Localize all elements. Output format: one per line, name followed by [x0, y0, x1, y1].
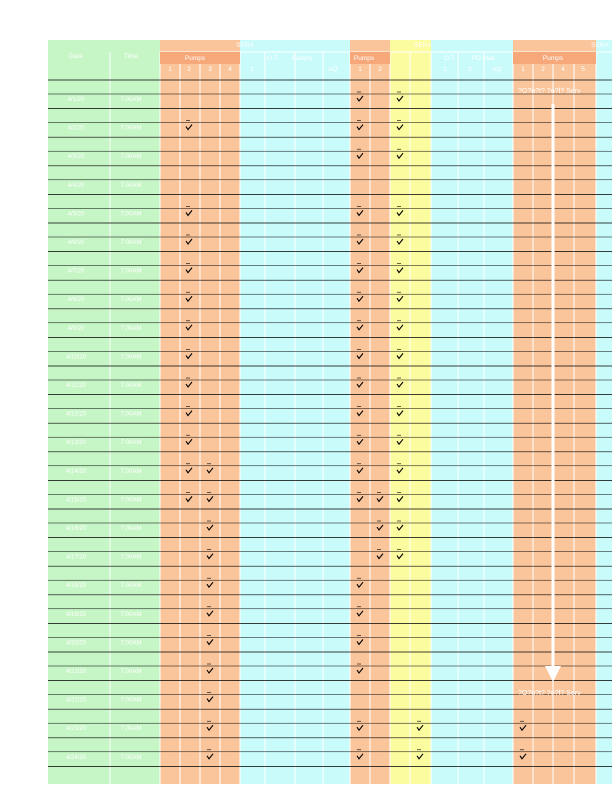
row-date: 4/19/20 — [65, 611, 87, 618]
row-time: 7:00AM — [120, 211, 142, 218]
cyan-b-band — [431, 40, 513, 784]
header-date: Date — [69, 53, 83, 60]
row-time: 7:00AM — [120, 669, 142, 675]
row-time: 7:00AM — [120, 754, 142, 761]
row-time: 7:00AM — [120, 640, 142, 647]
row-time: 7:00AM — [120, 154, 142, 161]
header-pump-3: 3 — [208, 66, 212, 73]
row-date: 4/4/20 — [67, 182, 85, 189]
row-date: 4/12/20 — [65, 411, 87, 418]
row-date: 4/24/20 — [65, 754, 87, 761]
row-date: 4/1/20 — [67, 97, 85, 103]
header-group2: SERA — [414, 42, 432, 49]
row-time: 7:00AM — [120, 468, 142, 475]
row-date: 4/7/20 — [67, 268, 85, 275]
row-time: 7:00AM — [120, 383, 142, 389]
header-mid-2: 2 — [378, 66, 382, 73]
header-right-ot: O.T. — [444, 55, 456, 62]
row-time: 7:00AM — [120, 697, 142, 704]
header-pumps-b: Pumps — [353, 55, 375, 62]
row-date: 4/3/20 — [67, 154, 85, 161]
row-date: 4/11/20 — [66, 383, 86, 389]
header-group1: SERA — [236, 42, 254, 49]
header-pumps-c: Pumps — [542, 55, 564, 62]
row-time: 7:00AM — [120, 726, 142, 733]
header-pumpc-4: 4 — [561, 66, 565, 73]
row-date: 4/8/20 — [67, 297, 85, 304]
header-pump-2: 2 — [187, 66, 191, 73]
header-cyan-battery: Battery — [291, 55, 313, 62]
row-date: 4/21/20 — [65, 669, 87, 675]
header-group3: SERA — [591, 42, 609, 49]
row-time: 7:00AM — [120, 554, 142, 561]
row-date: 4/9/20 — [67, 325, 85, 332]
row-date: 4/22/20 — [65, 697, 87, 704]
row-time: 7:00AM — [120, 240, 142, 246]
header-right-pomail: PO Mail — [471, 55, 495, 62]
row-date: 4/5/20 — [67, 211, 85, 218]
row-date: 4/16/20 — [65, 526, 87, 532]
row-time: 7:00AM — [120, 325, 142, 332]
row-time: 7:00AM — [120, 411, 142, 418]
row-date: 4/14/20 — [65, 468, 87, 475]
row-time: 7:00AM — [120, 583, 142, 590]
row-date: 4/17/20 — [65, 554, 87, 561]
annotation-top: ?O?u?t? ?o?f? Serv — [518, 88, 581, 95]
cyan-c-band — [596, 40, 612, 784]
row-time: 7:00AM — [120, 182, 142, 189]
header-pumpc-2: 2 — [541, 66, 545, 73]
row-time: 7:00AM — [120, 440, 142, 447]
row-time: 7:00AM — [120, 125, 142, 132]
row-date: 4/6/20 — [67, 240, 85, 246]
header-right-aq: AQ — [492, 66, 502, 73]
header-right-2: 2 — [468, 66, 472, 73]
row-date: 4/18/20 — [65, 583, 87, 590]
row-time: 7:00AM — [120, 497, 142, 504]
header-pumps-a: Pumps — [184, 55, 206, 62]
header-mid-1: 1 — [358, 66, 362, 73]
row-time: 7:00AM — [120, 354, 142, 361]
row-date: 4/13/20 — [65, 440, 87, 447]
row-date: 4/10/20 — [65, 354, 87, 361]
header-cyan-aq: AQ — [328, 66, 338, 73]
header-right-1: 1 — [443, 66, 447, 73]
row-time: 7:00AM — [120, 297, 142, 304]
header-cyan-1: 1 — [250, 66, 254, 73]
row-time: 7:00AM — [120, 97, 142, 103]
header-pump-4: 4 — [228, 66, 232, 73]
header-time: Time — [123, 53, 139, 60]
annotation-bottom: ?O?u?t? ?o?f? Serv — [518, 690, 581, 697]
header-pumpc-1: 1 — [521, 66, 525, 73]
row-date: 4/20/20 — [65, 640, 87, 647]
row-date: 4/15/20 — [65, 497, 87, 504]
row-time: 7:00AM — [120, 268, 142, 275]
row-date: 4/23/20 — [65, 726, 87, 733]
header-pump-1: 1 — [168, 66, 172, 73]
header-cyan-ot: O.T. — [267, 55, 279, 62]
row-date: 4/2/20 — [67, 125, 85, 132]
row-time: 7:00AM — [120, 611, 142, 618]
header-pumpc-5: 5 — [581, 66, 585, 73]
row-time: 7:00AM — [120, 526, 142, 532]
